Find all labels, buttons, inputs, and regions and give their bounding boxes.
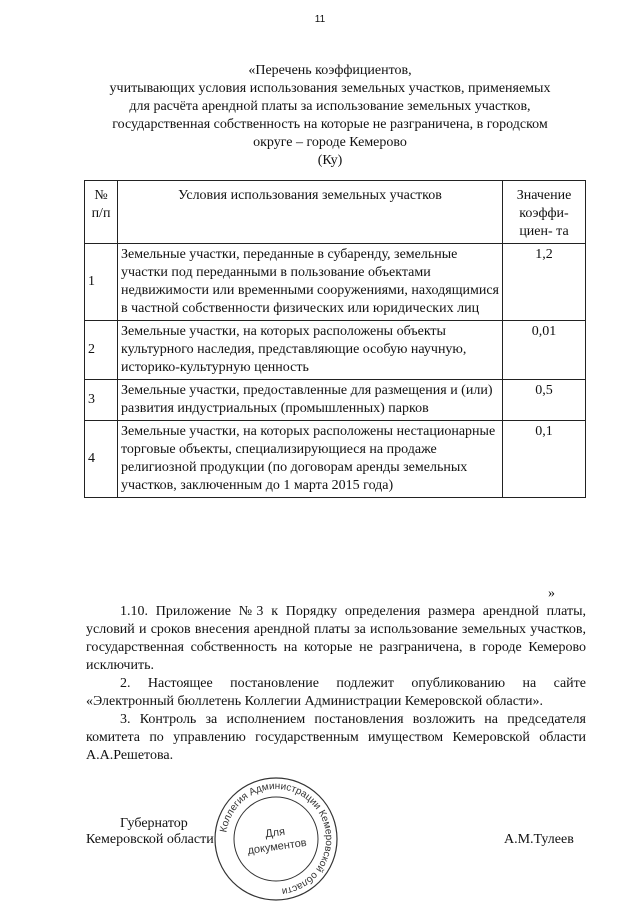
title-line: для расчёта арендной платы за использование земельных участков, bbox=[129, 99, 531, 114]
row-value: 0,1 bbox=[503, 421, 586, 498]
title-line: округе – городе Кемерово bbox=[253, 135, 407, 150]
closing-quote: » bbox=[548, 586, 555, 601]
row-text: Земельные участки, на которых расположены нестационарные торговые объекты, специализирующиеся на продаже религиозной продукции (по договорам аренды земельных участков, заключенным до 1 марта 2015 года) bbox=[118, 421, 503, 498]
row-value: 0,5 bbox=[503, 380, 586, 421]
paragraph: 3. Контроль за исполнением постановления возложить на председателя комитета по управлению государственным имуществом Кемеровской области А.А.Решетова. bbox=[86, 712, 586, 763]
document-title bbox=[80, 62, 580, 170]
body-text bbox=[86, 603, 586, 765]
row-text: Земельные участки, на которых расположены объекты культурного наследия, представляющие особую научную, историко-культурную ценность bbox=[118, 321, 503, 380]
header-value: Значение коэффи- циен- та bbox=[503, 181, 586, 244]
row-num: 3 bbox=[85, 380, 118, 421]
signature-title: Губернатор bbox=[120, 816, 188, 831]
table-row bbox=[85, 421, 586, 498]
header-num: № п/п bbox=[85, 181, 118, 244]
header-conditions: Условия использования земельных участков bbox=[118, 181, 503, 244]
stamp-center-line: документов bbox=[246, 836, 308, 858]
stamp-center-line: Для bbox=[264, 825, 286, 841]
row-num: 1 bbox=[85, 244, 118, 321]
signature-org: Кемеровской области bbox=[86, 832, 214, 847]
stamp-ring-text: Коллегия Администрации Кемеровской области bbox=[218, 780, 335, 897]
title-line: государственная собственность на которые не разграничена, в городском bbox=[112, 117, 548, 132]
row-num: 4 bbox=[85, 421, 118, 498]
table-row bbox=[85, 321, 586, 380]
row-text: Земельные участки, предоставленные для размещения и (или) развития индустриальных (промышленных) парков bbox=[118, 380, 503, 421]
stamp-seal bbox=[210, 776, 342, 902]
table-row bbox=[85, 380, 586, 421]
title-line: «Перечень коэффициентов, bbox=[248, 63, 412, 78]
signature-name: А.М.Тулеев bbox=[504, 832, 574, 847]
paragraph: 1.10. Приложение №3 к Порядку определения размера арендной платы, условий и сроков внесения арендной платы за использование земельных участков, государственная собственность на которые не разграничена, в городе Кемерово исключить. bbox=[86, 604, 586, 673]
row-num: 2 bbox=[85, 321, 118, 380]
table-header-row bbox=[85, 181, 586, 244]
page-number: 11 bbox=[314, 14, 326, 25]
row-value: 0,01 bbox=[503, 321, 586, 380]
row-text: Земельные участки, переданные в субаренду, земельные участки под переданными в пользование объектами недвижимости или временными сооружениями, находящимися в частной собственности физических или юридических лиц bbox=[118, 244, 503, 321]
coefficients-table bbox=[84, 180, 586, 498]
table-row bbox=[85, 244, 586, 321]
paragraph: 2. Настоящее постановление подлежит опубликованию на сайте «Электронный бюллетень Коллегии Администрации Кемеровской области». bbox=[86, 676, 586, 709]
title-line: учитывающих условия использования земельных участков, применяемых bbox=[109, 81, 551, 96]
title-line: (Ку) bbox=[317, 153, 343, 168]
row-value: 1,2 bbox=[503, 244, 586, 321]
